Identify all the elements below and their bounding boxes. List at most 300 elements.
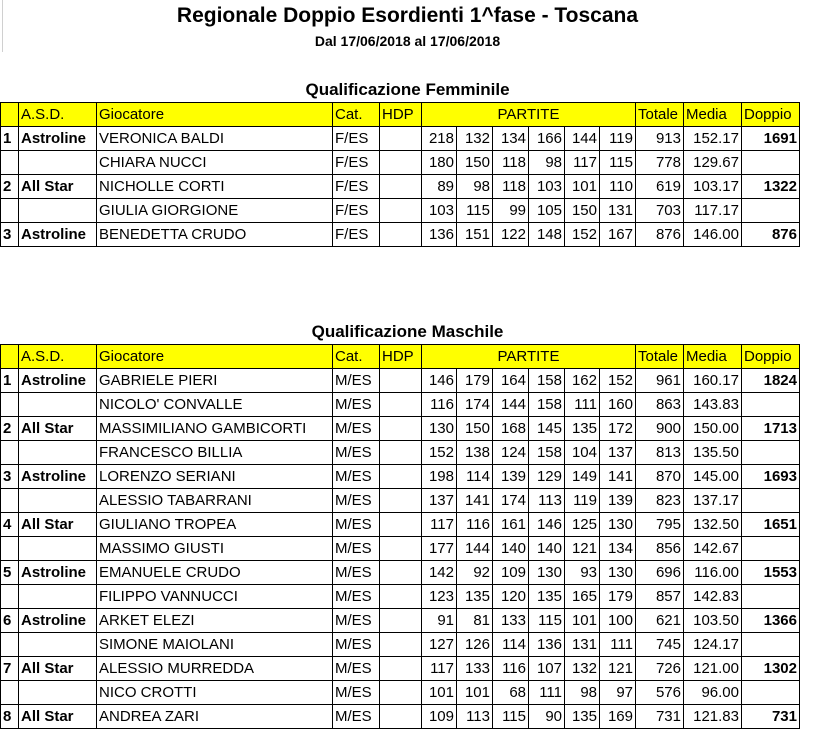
game-score-cell: 162 [565,369,600,393]
club-cell: Astroline [19,127,97,151]
hdp-cell [380,441,422,465]
game-score-cell: 177 [422,537,457,561]
average-cell: 142.67 [684,537,742,561]
club-cell [19,199,97,223]
average-cell: 103.50 [684,609,742,633]
hdp-cell [380,609,422,633]
total-cell: 576 [636,681,684,705]
header-row [1,103,800,127]
game-score-cell: 111 [529,681,565,705]
rank-cell [1,681,19,705]
header-club: A.S.D. [19,103,97,127]
game-score-cell: 149 [565,465,600,489]
game-score-cell: 116 [493,657,529,681]
doppio-cell: 1553 [742,561,800,585]
doppio-cell: 1713 [742,417,800,441]
page-title: Regionale Doppio Esordienti 1^fase - Toscana [176,4,639,27]
average-cell: 132.50 [684,513,742,537]
game-score-cell: 98 [565,681,600,705]
category-cell: M/ES [333,609,380,633]
game-score-cell: 131 [600,199,636,223]
average-cell: 116.00 [684,561,742,585]
header-totale: Totale [636,103,684,127]
game-score-cell: 115 [529,609,565,633]
game-score-cell: 111 [565,393,600,417]
table-row [1,609,800,633]
club-cell: All Star [19,705,97,729]
header-player: Giocatore [97,103,333,127]
game-score-cell: 116 [422,393,457,417]
game-score-cell: 121 [565,537,600,561]
club-cell [19,537,97,561]
category-cell: M/ES [333,441,380,465]
doppio-cell: 731 [742,705,800,729]
category-cell: M/ES [333,417,380,441]
game-score-cell: 135 [565,705,600,729]
doppio-cell: 1824 [742,369,800,393]
club-cell [19,489,97,513]
hdp-cell [380,175,422,199]
game-score-cell: 141 [457,489,493,513]
table-row [1,585,800,609]
game-score-cell: 132 [565,657,600,681]
hdp-cell [380,127,422,151]
game-score-cell: 118 [493,151,529,175]
player-cell: ALESSIO TABARRANI [97,489,333,513]
total-cell: 900 [636,417,684,441]
club-cell: Astroline [19,369,97,393]
game-score-cell: 130 [529,561,565,585]
header-rank-cell [1,345,19,369]
rank-cell: 2 [1,417,19,441]
hdp-cell [380,513,422,537]
game-score-cell: 105 [529,199,565,223]
game-score-cell: 135 [565,417,600,441]
hdp-cell [380,223,422,247]
game-score-cell: 158 [529,369,565,393]
table-row [1,369,800,393]
rank-cell: 1 [1,369,19,393]
total-cell: 726 [636,657,684,681]
game-score-cell: 98 [529,151,565,175]
rank-cell [1,393,19,417]
doppio-cell: 1366 [742,609,800,633]
category-cell: M/ES [333,369,380,393]
game-score-cell: 139 [600,489,636,513]
game-score-cell: 172 [600,417,636,441]
game-score-cell: 97 [600,681,636,705]
category-cell: M/ES [333,585,380,609]
rank-cell [1,585,19,609]
game-score-cell: 114 [457,465,493,489]
game-score-cell: 125 [565,513,600,537]
player-cell: LORENZO SERIANI [97,465,333,489]
hdp-cell [380,633,422,657]
average-cell: 129.67 [684,151,742,175]
game-score-cell: 92 [457,561,493,585]
hdp-cell [380,489,422,513]
game-score-cell: 134 [493,127,529,151]
category-cell: M/ES [333,465,380,489]
game-score-cell: 115 [493,705,529,729]
category-cell: M/ES [333,393,380,417]
table-row [1,417,800,441]
game-score-cell: 107 [529,657,565,681]
game-score-cell: 133 [493,609,529,633]
game-score-cell: 158 [529,393,565,417]
category-cell: F/ES [333,175,380,199]
rank-cell: 3 [1,223,19,247]
total-cell: 696 [636,561,684,585]
total-cell: 876 [636,223,684,247]
header-doppio: Doppio [742,103,800,127]
doppio-cell: 1693 [742,465,800,489]
game-score-cell: 115 [457,199,493,223]
player-cell: BENEDETTA CRUDO [97,223,333,247]
header-club: A.S.D. [19,345,97,369]
player-cell: EMANUELE CRUDO [97,561,333,585]
table-row [1,441,800,465]
hdp-cell [380,199,422,223]
category-cell: M/ES [333,633,380,657]
hdp-cell [380,705,422,729]
game-score-cell: 152 [600,369,636,393]
results-table-maschile [0,344,800,729]
game-score-cell: 152 [422,441,457,465]
header-row [1,345,800,369]
club-cell: All Star [19,175,97,199]
game-score-cell: 119 [565,489,600,513]
game-score-cell: 165 [565,585,600,609]
table-row [1,175,800,199]
game-score-cell: 137 [600,441,636,465]
game-score-cell: 114 [493,633,529,657]
results-table-femminile [0,102,800,247]
doppio-cell [742,489,800,513]
table-row [1,489,800,513]
total-cell: 823 [636,489,684,513]
table-row [1,151,800,175]
player-cell: NICO CROTTI [97,681,333,705]
game-score-cell: 140 [529,537,565,561]
game-score-cell: 101 [565,609,600,633]
club-cell [19,151,97,175]
game-score-cell: 136 [529,633,565,657]
hdp-cell [380,465,422,489]
hdp-cell [380,657,422,681]
average-cell: 121.00 [684,657,742,681]
rank-cell: 2 [1,175,19,199]
game-score-cell: 140 [493,537,529,561]
player-cell: GIULIA GIORGIONE [97,199,333,223]
game-score-cell: 99 [493,199,529,223]
game-score-cell: 151 [457,223,493,247]
club-cell [19,585,97,609]
club-cell: All Star [19,657,97,681]
game-score-cell: 91 [422,609,457,633]
rank-cell: 6 [1,609,19,633]
table-row [1,537,800,561]
total-cell: 731 [636,705,684,729]
game-score-cell: 120 [493,585,529,609]
player-cell: CHIARA NUCCI [97,151,333,175]
player-cell: NICOLO' CONVALLE [97,393,333,417]
table-row [1,127,800,151]
average-cell: 124.17 [684,633,742,657]
doppio-cell [742,441,800,465]
hdp-cell [380,369,422,393]
doppio-cell: 1302 [742,657,800,681]
doppio-cell: 1322 [742,175,800,199]
header-media: Media [684,345,742,369]
total-cell: 621 [636,609,684,633]
total-cell: 913 [636,127,684,151]
club-cell [19,393,97,417]
total-cell: 778 [636,151,684,175]
average-cell: 152.17 [684,127,742,151]
game-score-cell: 179 [457,369,493,393]
game-score-cell: 129 [529,465,565,489]
game-score-cell: 115 [600,151,636,175]
total-cell: 856 [636,537,684,561]
category-cell: M/ES [333,513,380,537]
rank-cell [1,537,19,561]
doppio-cell [742,393,800,417]
header-partite: PARTITE [422,103,636,127]
total-cell: 703 [636,199,684,223]
total-cell: 857 [636,585,684,609]
rank-cell [1,489,19,513]
category-cell: F/ES [333,127,380,151]
category-cell: M/ES [333,489,380,513]
game-score-cell: 135 [457,585,493,609]
table-row [1,633,800,657]
hdp-cell [380,393,422,417]
game-score-cell: 130 [600,513,636,537]
club-cell: Astroline [19,561,97,585]
doppio-cell [742,537,800,561]
game-score-cell: 218 [422,127,457,151]
game-score-cell: 119 [600,127,636,151]
game-score-cell: 131 [565,633,600,657]
table-row [1,561,800,585]
hdp-cell [380,537,422,561]
player-cell: ANDREA ZARI [97,705,333,729]
game-score-cell: 144 [493,393,529,417]
doppio-cell: 1691 [742,127,800,151]
section-title-femminile: Qualificazione Femminile [305,80,510,99]
game-score-cell: 121 [600,657,636,681]
player-cell: GABRIELE PIERI [97,369,333,393]
game-score-cell: 158 [529,441,565,465]
table-row [1,513,800,537]
game-score-cell: 122 [493,223,529,247]
player-cell: MASSIMO GIUSTI [97,537,333,561]
rank-cell: 1 [1,127,19,151]
game-score-cell: 137 [422,489,457,513]
average-cell: 103.17 [684,175,742,199]
game-score-cell: 169 [600,705,636,729]
category-cell: F/ES [333,151,380,175]
game-score-cell: 93 [565,561,600,585]
game-score-cell: 174 [493,489,529,513]
game-score-cell: 142 [422,561,457,585]
club-cell [19,681,97,705]
date-range: Dal 17/06/2018 al 17/06/2018 [314,33,501,49]
game-score-cell: 90 [529,705,565,729]
game-score-cell: 117 [422,657,457,681]
header-doppio: Doppio [742,345,800,369]
game-score-cell: 152 [565,223,600,247]
game-score-cell: 138 [457,441,493,465]
club-cell: All Star [19,513,97,537]
player-cell: SIMONE MAIOLANI [97,633,333,657]
game-score-cell: 141 [600,465,636,489]
category-cell: M/ES [333,681,380,705]
player-cell: VERONICA BALDI [97,127,333,151]
game-score-cell: 139 [493,465,529,489]
category-cell: F/ES [333,199,380,223]
game-score-cell: 111 [600,633,636,657]
doppio-cell [742,681,800,705]
game-score-cell: 103 [422,199,457,223]
average-cell: 137.17 [684,489,742,513]
header-media: Media [684,103,742,127]
game-score-cell: 198 [422,465,457,489]
game-score-cell: 136 [422,223,457,247]
game-score-cell: 135 [529,585,565,609]
game-score-cell: 113 [529,489,565,513]
game-score-cell: 133 [457,657,493,681]
game-score-cell: 101 [422,681,457,705]
doppio-cell [742,585,800,609]
game-score-cell: 167 [600,223,636,247]
game-score-cell: 109 [493,561,529,585]
hdp-cell [380,417,422,441]
game-score-cell: 101 [457,681,493,705]
table-row [1,199,800,223]
game-score-cell: 144 [565,127,600,151]
table-row [1,223,800,247]
player-cell: FRANCESCO BILLIA [97,441,333,465]
game-score-cell: 117 [422,513,457,537]
total-cell: 813 [636,441,684,465]
game-score-cell: 144 [457,537,493,561]
game-score-cell: 89 [422,175,457,199]
rank-cell: 8 [1,705,19,729]
player-cell: ARKET ELEZI [97,609,333,633]
hdp-cell [380,561,422,585]
game-score-cell: 109 [422,705,457,729]
game-score-cell: 124 [493,441,529,465]
average-cell: 146.00 [684,223,742,247]
game-score-cell: 164 [493,369,529,393]
average-cell: 135.50 [684,441,742,465]
doppio-cell: 876 [742,223,800,247]
game-score-cell: 134 [600,537,636,561]
game-score-cell: 110 [600,175,636,199]
game-score-cell: 98 [457,175,493,199]
player-cell: ALESSIO MURREDDA [97,657,333,681]
category-cell: M/ES [333,561,380,585]
hdp-cell [380,681,422,705]
game-score-cell: 179 [600,585,636,609]
game-score-cell: 101 [565,175,600,199]
game-score-cell: 68 [493,681,529,705]
hdp-cell [380,151,422,175]
player-cell: FILIPPO VANNUCCI [97,585,333,609]
game-score-cell: 160 [600,393,636,417]
rank-cell: 7 [1,657,19,681]
average-cell: 121.83 [684,705,742,729]
section-title-maschile: Qualificazione Maschile [311,322,504,341]
average-cell: 142.83 [684,585,742,609]
category-cell: M/ES [333,537,380,561]
game-score-cell: 150 [457,417,493,441]
header-category: Cat. [333,103,380,127]
game-score-cell: 132 [457,127,493,151]
table-row [1,705,800,729]
doppio-cell [742,633,800,657]
rank-cell [1,151,19,175]
game-score-cell: 123 [422,585,457,609]
club-cell: Astroline [19,609,97,633]
game-score-cell: 81 [457,609,493,633]
header-partite: PARTITE [422,345,636,369]
header-totale: Totale [636,345,684,369]
average-cell: 143.83 [684,393,742,417]
table-row [1,393,800,417]
game-score-cell: 116 [457,513,493,537]
table-row [1,657,800,681]
header-player: Giocatore [97,345,333,369]
total-cell: 863 [636,393,684,417]
header-category: Cat. [333,345,380,369]
game-score-cell: 118 [493,175,529,199]
average-cell: 150.00 [684,417,742,441]
game-score-cell: 150 [457,151,493,175]
game-score-cell: 126 [457,633,493,657]
game-score-cell: 130 [422,417,457,441]
doppio-cell [742,151,800,175]
rank-cell: 3 [1,465,19,489]
game-score-cell: 168 [493,417,529,441]
total-cell: 745 [636,633,684,657]
club-cell: Astroline [19,223,97,247]
rank-cell: 4 [1,513,19,537]
game-score-cell: 146 [529,513,565,537]
club-cell: Astroline [19,465,97,489]
category-cell: M/ES [333,705,380,729]
game-score-cell: 145 [529,417,565,441]
club-cell [19,441,97,465]
doppio-cell: 1651 [742,513,800,537]
average-cell: 145.00 [684,465,742,489]
header-hdp: HDP [380,103,422,127]
game-score-cell: 180 [422,151,457,175]
game-score-cell: 130 [600,561,636,585]
game-score-cell: 104 [565,441,600,465]
game-score-cell: 150 [565,199,600,223]
rank-cell [1,633,19,657]
average-cell: 160.17 [684,369,742,393]
rank-cell [1,441,19,465]
total-cell: 870 [636,465,684,489]
hdp-cell [380,585,422,609]
club-cell: All Star [19,417,97,441]
category-cell: M/ES [333,657,380,681]
rank-cell [1,199,19,223]
